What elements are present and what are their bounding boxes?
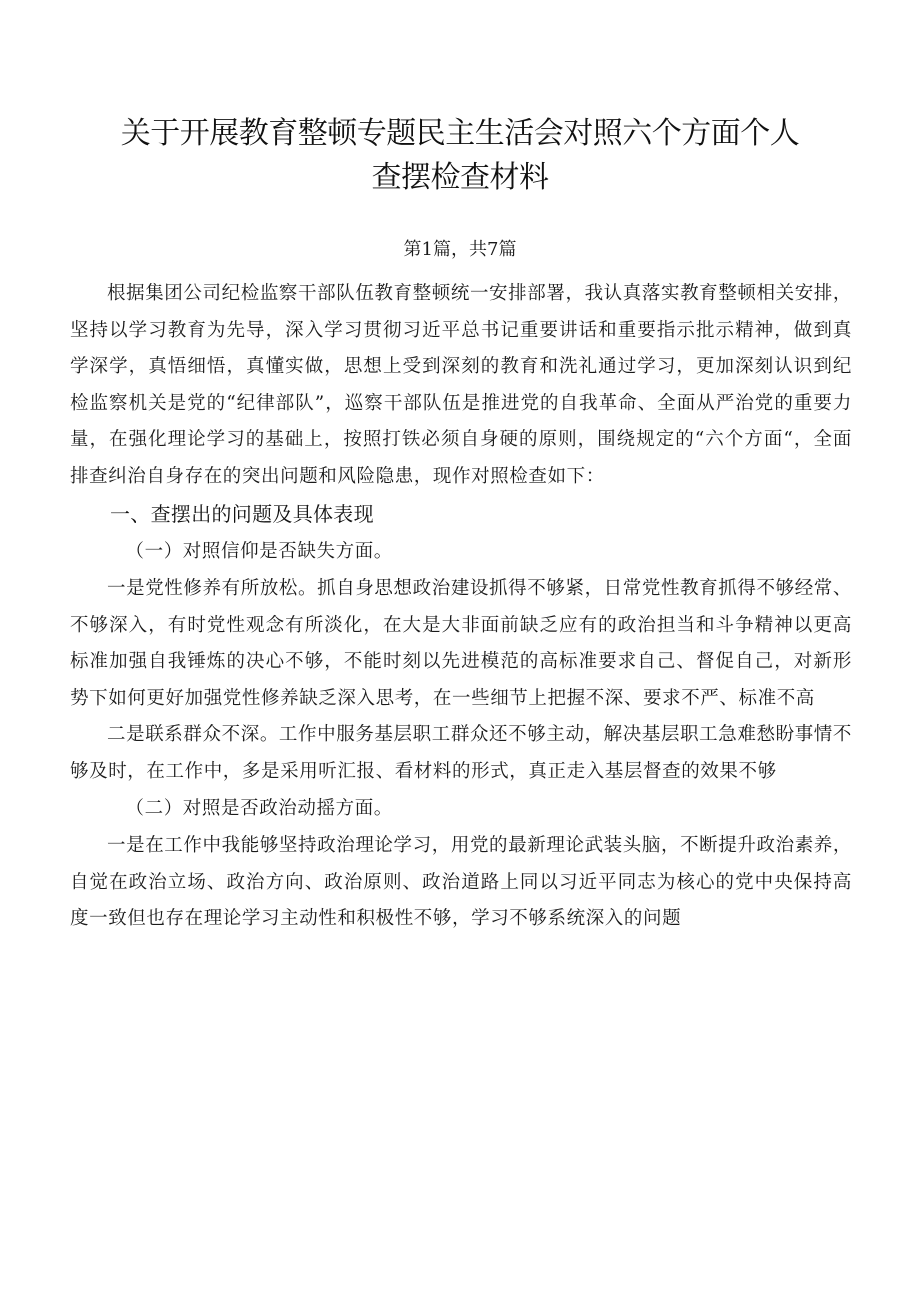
section-heading-1: 一、查摆出的问题及具体表现 xyxy=(110,502,374,526)
document-title xyxy=(60,112,860,200)
document-body xyxy=(70,276,852,938)
title-line-2: 查摆检查材料 xyxy=(371,160,549,195)
subsection-1-paragraph-2: 二是联系群众不深。工作中服务基层职工群众还不够主动，解决基层职工急难愁盼事情不够及时，在工作中，多是采用听汇报、看材料的形式，真正走入基层督查的效果不够 xyxy=(70,724,852,782)
subsection-heading-1: （一）对照信仰是否缺失方面。 xyxy=(125,541,393,562)
intro-paragraph: 根据集团公司纪检监察干部队伍教育整顿统一安排部署，我认真落实教育整顿相关安排，坚持以学习教育为先导，深入学习贯彻习近平总书记重要讲话和重要指示批示精神，做到真学深学，真悟细悟，真懂实做，思想上受到深刻的教育和洗礼通过学习，更加深刻认识到纪检监察机关是党的“纪律部队”，巡察干部队伍是推进党的自我革命、全面从严治党的重要力量，在强化理论学习的基础上，按照打铁必须自身硬的原则，围绕规定的“六个方面“，全面排查纠治自身存在的突出问题和风险隐患，现作对照检查如下： xyxy=(70,283,852,487)
title-line-1: 关于开展教育整顿专题民主生活会对照六个方面个人 xyxy=(120,116,800,151)
subsection-1-paragraph-1: 一是党性修养有所放松。抓自身思想政治建设抓得不够紧，日常党性教育抓得不够经常、不够深入，有时党性观念有所淡化，在大是大非面前缺乏应有的政治担当和斗争精神以更高标准加强自我锤炼的决心不够，不能时刻以先进模范的高标准要求自己、督促自己，对新形势下如何更好加强党性修养缺乏深入思考，在一些细节上把握不深、要求不严、标准不高 xyxy=(70,578,852,709)
subsection-heading-2: （二）对照是否政治动摇方面。 xyxy=(125,798,393,819)
part-indicator: 第1篇，共7篇 xyxy=(403,239,517,260)
subsection-2-paragraph-1: 一是在工作中我能够坚持政治理论学习，用党的最新理论武装头脑，不断提升政治素养，自觉在政治立场、政治方向、政治原则、政治道路上同以习近平同志为核心的党中央保持高度一致但也存在理论学习主动性和积极性不够，学习不够系统深入的问题 xyxy=(70,835,852,929)
